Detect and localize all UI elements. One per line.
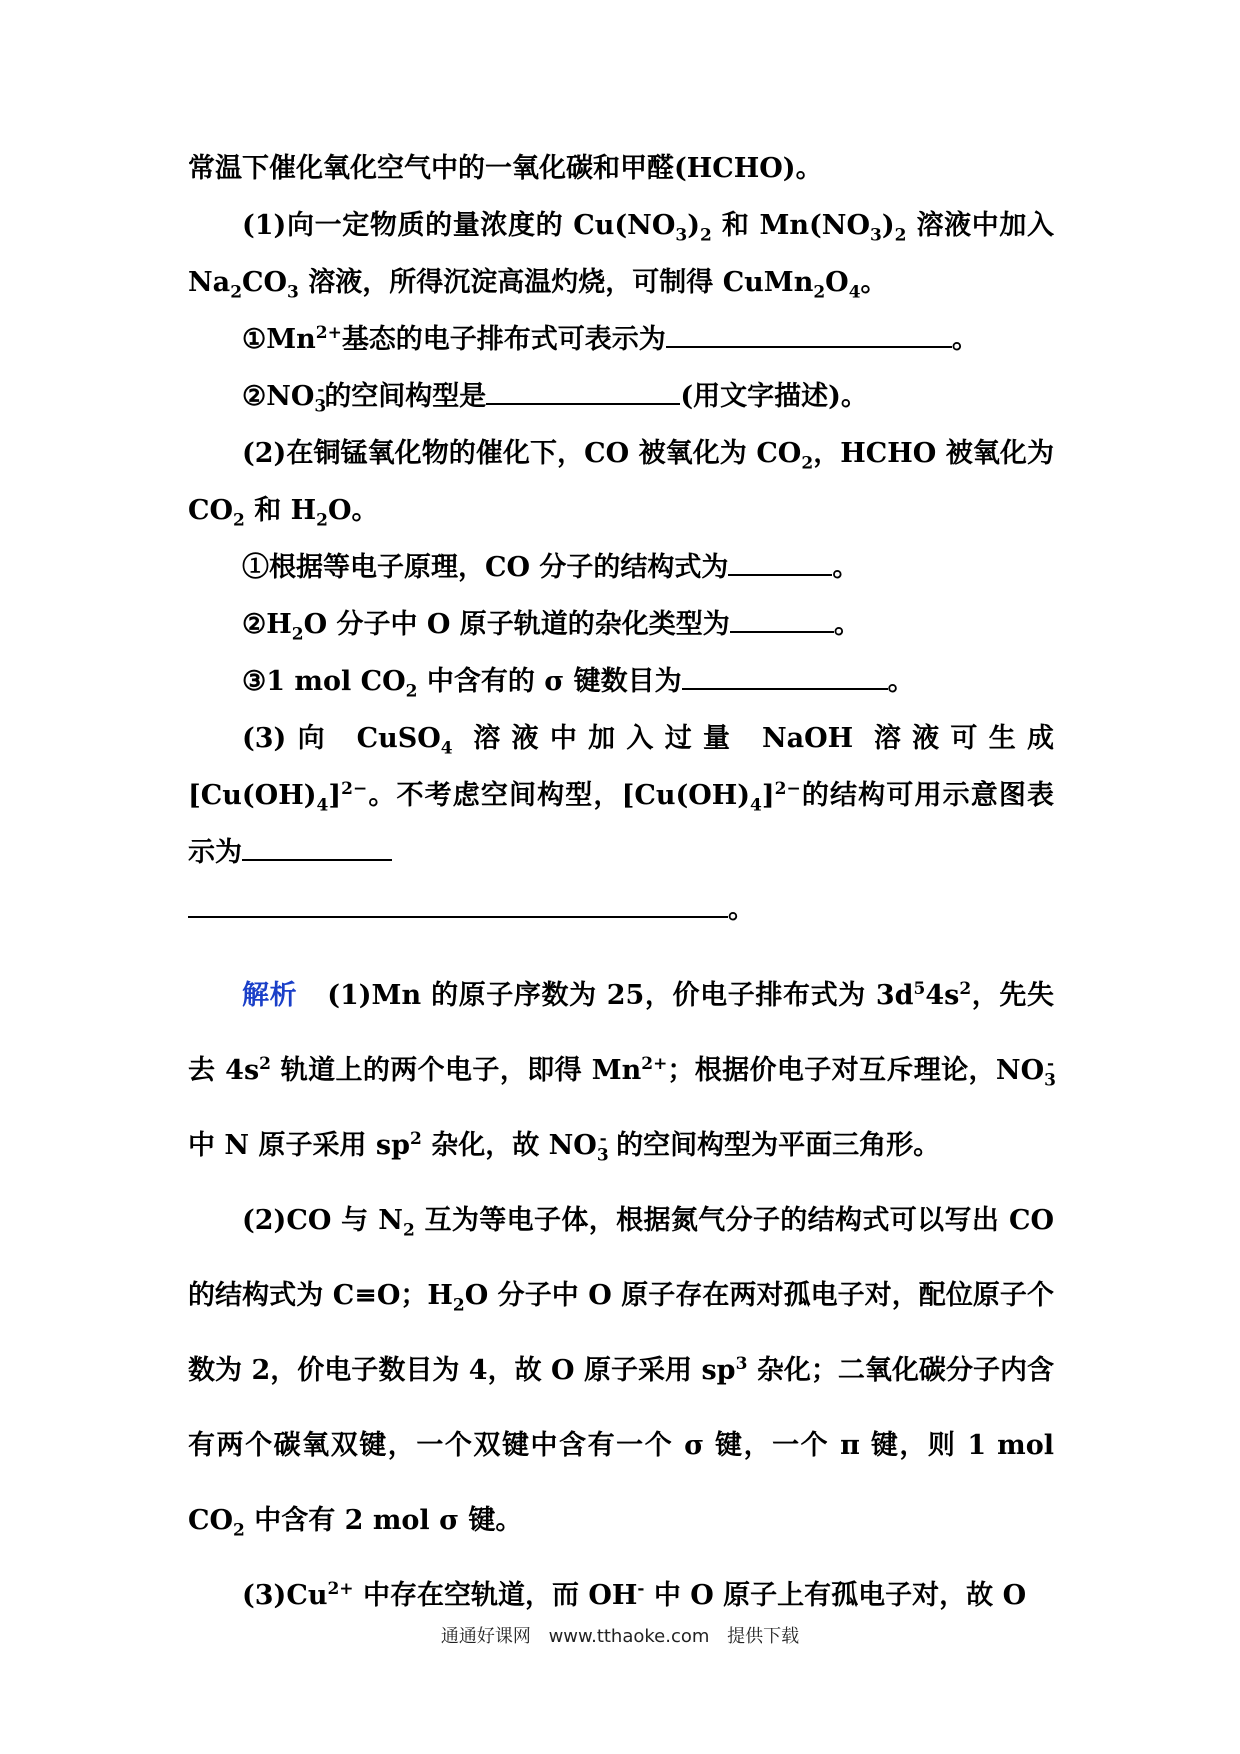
text-fragment: CO — [242, 267, 288, 298]
text-fragment: 常温下催化氧化空气中的一氧化碳和甲醛(HCHO)。 — [188, 153, 823, 184]
text-fragment: - — [317, 380, 325, 400]
text-fragment: 中 N 原子采用 sp — [188, 1130, 410, 1161]
text-fragment: 2 — [409, 1129, 422, 1149]
question-2-3 — [188, 653, 1054, 710]
document-page — [188, 140, 1054, 1633]
text-fragment: 2+ — [327, 1579, 354, 1599]
footer-url[interactable]: www.tthaoke.com — [548, 1626, 710, 1647]
text-fragment: 4s — [925, 980, 960, 1011]
text-fragment: ②NO — [242, 381, 315, 412]
text-fragment: 2 — [405, 681, 418, 702]
text-fragment: 中 O 原子上有孤电子对，故 O — [644, 1580, 1027, 1611]
text-fragment: (2)在铜锰氧化物的催化下，CO 被氧化为 CO — [242, 438, 802, 469]
analysis-label: 解析 — [242, 980, 298, 1011]
text-fragment: 2 — [699, 225, 712, 246]
answer-blank[interactable] — [728, 550, 832, 576]
text-fragment: 2 — [452, 1295, 465, 1316]
text-fragment: 溶液中加入过量 NaOH 溶液可生成[Cu(OH) — [188, 723, 1054, 811]
text-fragment: 3 — [675, 225, 688, 246]
text-fragment: 的结构可用示意图表示为 — [188, 780, 1054, 868]
question-1-1 — [188, 311, 1054, 368]
text-fragment: 。 — [728, 894, 755, 925]
text-fragment: (1)Mn 的原子序数为 25，价电子排布式为 3d — [327, 980, 914, 1011]
text-fragment: ①根据等电子原理，CO 分子的结构式为 — [242, 552, 729, 583]
text-fragment: 。不考虑空间构型，[Cu(OH) — [367, 780, 751, 811]
page-footer — [0, 1622, 1240, 1648]
text-fragment: 3 — [1044, 1070, 1056, 1091]
answer-blank[interactable] — [242, 835, 392, 861]
text-fragment: 基态的电子排布式可表示为 — [341, 324, 666, 355]
text-fragment: - — [599, 1129, 607, 1149]
text-fragment: 2− — [341, 779, 368, 799]
text-fragment: O — [825, 267, 849, 298]
text-fragment: 4 — [316, 795, 329, 816]
text-fragment: 轨道上的两个电子，即得 Mn — [271, 1055, 642, 1086]
text-fragment: ③1 mol CO — [242, 666, 406, 697]
text-fragment: (1)向一定物质的量浓度的 Cu(NO — [242, 210, 676, 241]
text-fragment: O。 — [328, 495, 379, 526]
text-fragment: ) — [687, 210, 700, 241]
text-fragment: 溶液，所得沉淀高温灼烧，可制得 CuMn — [298, 267, 814, 298]
text-fragment: 。 — [833, 609, 861, 640]
text-fragment: (2)CO 与 N — [242, 1205, 403, 1236]
question-part-1 — [188, 197, 1054, 311]
analysis-part-1 — [188, 958, 1054, 1183]
text-fragment: O 分子中 O 原子存在两对孤电子对，配位原子个数为 2，价电子数目为 4，故 O 原子采用 sp — [188, 1280, 1054, 1386]
text-fragment: 3 — [287, 282, 299, 303]
text-fragment: 2 — [230, 282, 243, 303]
analysis-part-2 — [188, 1183, 1054, 1558]
answer-blank[interactable] — [666, 322, 952, 348]
question-part-3 — [188, 710, 1054, 938]
text-fragment: (用文字描述)。 — [680, 381, 868, 412]
text-fragment: 3 — [596, 1145, 609, 1166]
text-fragment: 的空间构型是 — [324, 381, 487, 412]
text-fragment: 的空间构型为平面三角形。 — [606, 1130, 941, 1161]
text-fragment: 2+ — [315, 323, 342, 343]
text-fragment: 2 — [233, 1520, 245, 1541]
text-fragment: - — [637, 1579, 645, 1599]
text-fragment: ] — [328, 780, 342, 811]
text-fragment: 2 — [402, 1220, 415, 1241]
text-fragment: (3)Cu — [242, 1580, 328, 1611]
text-fragment: 互为等电子体，根据氮气分子的结构式可以写出 CO 的结构式为 C≡O；H — [188, 1205, 1055, 1311]
question-1-2 — [188, 368, 1054, 425]
text-fragment: 杂化，故 NO — [421, 1130, 597, 1161]
text-fragment: 3 — [869, 225, 882, 246]
text-fragment: 4 — [440, 738, 453, 759]
question-part-2 — [188, 425, 1054, 539]
answer-blank[interactable] — [730, 607, 834, 633]
text-fragment: 和 Mn(NO — [711, 210, 870, 241]
answer-blank[interactable] — [188, 892, 728, 918]
text-fragment: 。 — [951, 324, 979, 355]
text-fragment: - — [1046, 1054, 1055, 1074]
text-fragment: ，先失去 4s — [188, 980, 1054, 1086]
question-2-2 — [188, 596, 1054, 653]
text-fragment: 2 — [813, 282, 826, 303]
text-fragment: (3)向 CuSO — [242, 723, 441, 754]
text-fragment: ②H — [242, 609, 292, 640]
text-fragment: 中存在空轨道，而 OH — [353, 1580, 638, 1611]
question-2-1 — [188, 539, 1054, 596]
text-fragment: 4 — [848, 282, 861, 303]
text-fragment: 2 — [291, 624, 304, 645]
text-fragment: ] — [761, 780, 775, 811]
text-fragment: 2 — [259, 1054, 271, 1074]
text-fragment: 。 — [860, 267, 888, 298]
text-fragment: 2− — [774, 779, 801, 799]
text-fragment: 。 — [887, 666, 915, 697]
text-fragment: 2 — [233, 510, 245, 531]
text-fragment: 2+ — [641, 1054, 668, 1074]
text-fragment: 5 — [913, 979, 926, 999]
answer-blank[interactable] — [682, 664, 888, 690]
text-fragment: ) — [881, 210, 895, 241]
text-fragment: 3 — [735, 1354, 748, 1374]
footer-site-name: 通通好课网 — [440, 1626, 531, 1647]
text-fragment: ；根据价电子对互斥理论，NO — [667, 1055, 1045, 1086]
text-fragment: ，HCHO 被氧化为 CO — [188, 438, 1054, 526]
text-fragment: 。 — [832, 552, 860, 583]
answer-blank[interactable] — [486, 379, 680, 405]
text-fragment: 中含有的 σ 键数目为 — [417, 666, 682, 697]
text-fragment: 2 — [801, 453, 814, 474]
question-intro — [188, 140, 1054, 197]
text-fragment: 2 — [316, 510, 329, 531]
text-fragment: 和 H — [244, 495, 317, 526]
text-fragment: 中含有 2 mol σ 键。 — [244, 1505, 523, 1536]
text-fragment: 4 — [750, 795, 762, 816]
text-fragment: 杂化；二氧化碳分子内含有两个碳氧双键，一个双键中含有一个 σ 键，一个 π 键，则 1 mol CO — [188, 1355, 1054, 1536]
text-fragment: 3 — [314, 396, 327, 417]
text-fragment: 溶液中加入 Na — [188, 210, 1054, 298]
text-fragment: 2 — [894, 225, 907, 246]
footer-note: 提供下载 — [727, 1626, 800, 1647]
text-fragment: O 分子中 O 原子轨道的杂化类型为 — [303, 609, 730, 640]
text-fragment: 2 — [959, 979, 972, 999]
text-fragment: ①Mn — [242, 324, 316, 355]
